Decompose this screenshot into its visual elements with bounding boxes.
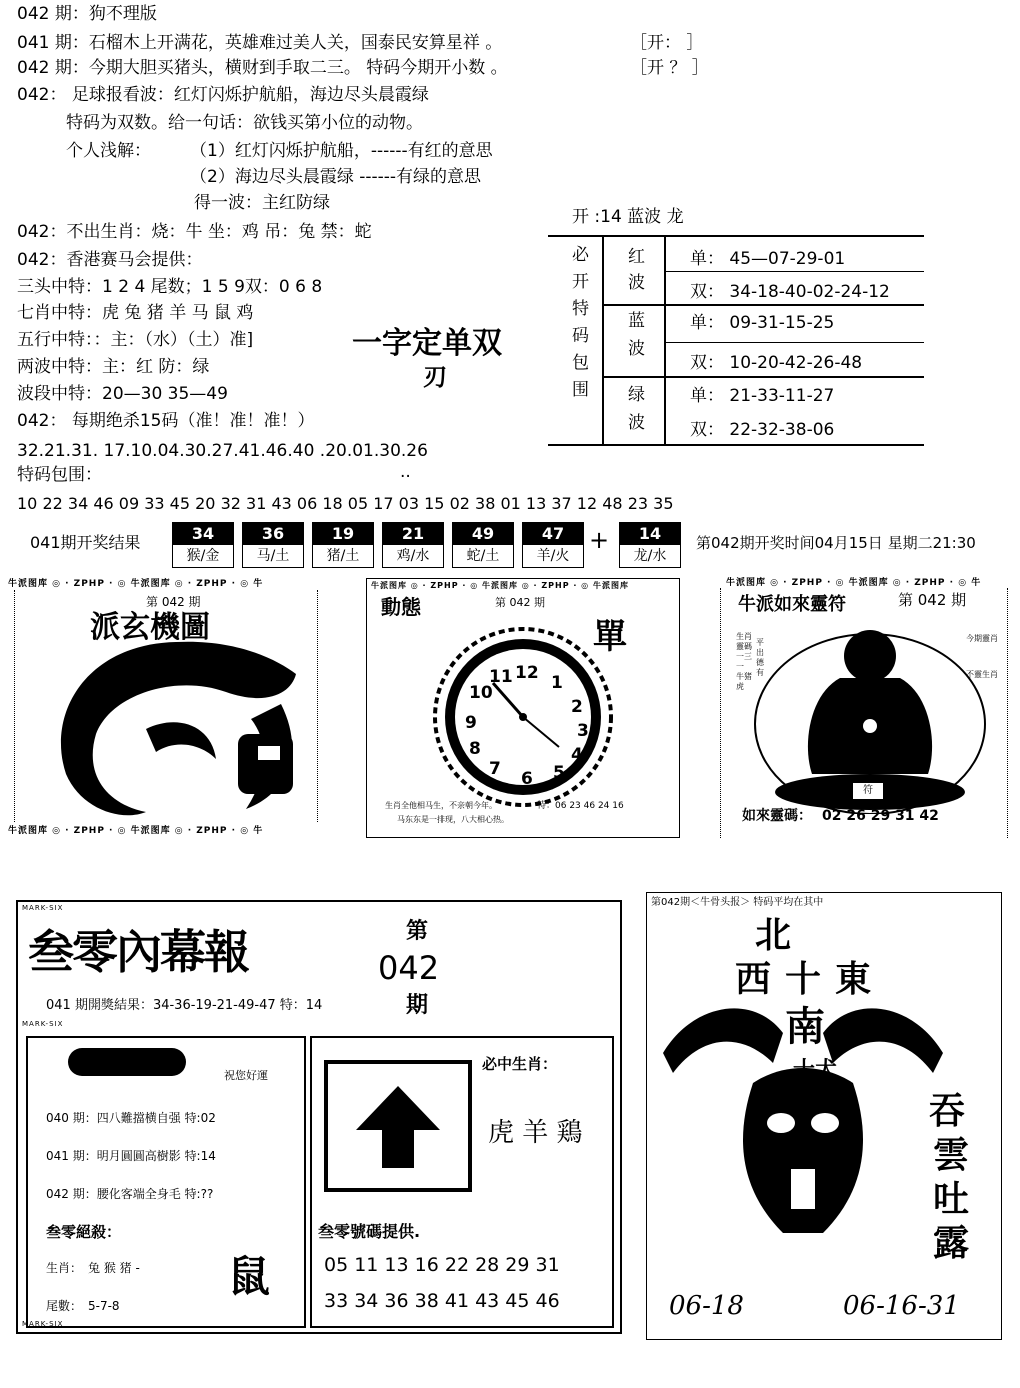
clock-number: 1 xyxy=(551,673,563,693)
wave-blue-2: 波 xyxy=(628,339,645,359)
panel4-prediction-box xyxy=(310,1036,614,1328)
numbers-row-1: 05 11 13 16 22 28 29 31 xyxy=(324,1254,560,1276)
clock-number: 2 xyxy=(571,697,583,717)
ten-flag: 十犬 xyxy=(793,1057,838,1083)
numbers-row-2: 33 34 36 38 41 43 45 46 xyxy=(324,1290,560,1312)
panel1-side-border xyxy=(317,590,326,822)
panel2-title-right: 單 xyxy=(593,617,627,657)
ball-zodiac: 龙/水 xyxy=(633,548,667,564)
panel3-right-note: 今期靈肖 xyxy=(966,634,998,643)
special-surround-numbers: 10 22 34 46 09 33 45 20 32 31 43 06 18 05 17 03 15 02 38 01 13 37 12 48 23 35 xyxy=(17,494,674,513)
panel4-watermark: MARK-SIX xyxy=(22,1020,64,1028)
panel1-side-border xyxy=(6,590,15,822)
panel4-issue-bottom: 期 xyxy=(406,992,429,1018)
panel3-side-border xyxy=(1007,588,1016,838)
provide-title: 叁零號碼提供. xyxy=(318,1222,421,1241)
slogan-blade: 刃 xyxy=(423,362,447,391)
panel-insider-report xyxy=(16,900,622,1334)
excluded-zodiac: 042：不出生肖：烧：牛 坐：鸡 吊：兔 禁：蛇 xyxy=(17,222,372,242)
kill-15-label: 042： 每期绝杀15码（准！准！准！） xyxy=(17,411,315,431)
panel3-code-label: 如來靈碼： xyxy=(742,808,812,824)
ball-zodiac: 猪/土 xyxy=(326,548,360,564)
prophecy-041: 041 期：石榴木上开满花，英雄难过美人关，国泰民安算星祥 。 xyxy=(17,33,503,53)
ball-number: 36 xyxy=(243,523,303,545)
interpretation-1: （1）红灯闪烁护航船，------有红的意思 xyxy=(190,141,493,161)
jockey-club-label: 042：香港赛马会提供： xyxy=(17,250,203,270)
open-result: 开 :14 蓝波 龙 xyxy=(572,207,684,227)
ball-zodiac: 蛇/土 xyxy=(466,548,500,564)
ball-zodiac: 鸡/水 xyxy=(396,548,430,564)
ball-zodiac: 马/土 xyxy=(256,548,290,564)
two-waves: 两波中特：主：红 防：绿 xyxy=(17,357,210,377)
result-ball-6 xyxy=(522,522,584,568)
panel4-title: 叁零內幕報 xyxy=(28,925,248,979)
history-040: 040 期：四八難擋横自强 特:02 xyxy=(46,1111,216,1125)
panel3-left-note-2: 平出德有 xyxy=(756,638,764,677)
panel2-caption-1: 生肖全他相马生，不亲朝今年。 xyxy=(385,801,497,810)
slogan-odd-even: 一字定单双 xyxy=(352,326,502,361)
side-label-5: 包 xyxy=(572,353,589,373)
special-surround-dots: .. xyxy=(400,462,411,482)
clock-number: 3 xyxy=(577,721,589,741)
must-zodiac: 虎 羊 鶏 xyxy=(488,1118,583,1148)
three-heads: 三头中特：1 2 4 尾数；1 5 9双：0 6 8 xyxy=(17,277,323,297)
prophecy-041-result: ［开： ］ xyxy=(630,33,704,53)
panel3-side-border xyxy=(712,588,721,838)
ball-number: 47 xyxy=(523,523,583,545)
riddle-hint: 特码为双数。给一句话：欲钱买第小位的动物。 xyxy=(66,113,423,133)
result-ball-4 xyxy=(382,522,444,568)
seven-zodiac: 七肖中特：虎 兔 猪 羊 马 鼠 鸡 xyxy=(17,303,254,323)
wave-range: 波段中特：20—30 35—49 xyxy=(17,384,228,404)
clock-number: 11 xyxy=(489,667,513,687)
must-zodiac-title: 必中生肖： xyxy=(482,1055,558,1073)
side-char-4: 露 xyxy=(933,1222,970,1264)
issue-title: 042 期：狗不理版 xyxy=(17,4,157,24)
ball-zodiac: 羊/火 xyxy=(536,548,570,564)
special-surround-label: 特码包围： xyxy=(17,465,102,485)
compass-south: 南 xyxy=(785,1003,825,1050)
clock-number: 6 xyxy=(521,769,533,789)
wave-blue-1: 蓝 xyxy=(628,311,645,331)
interpretation-label: 个人浅解： xyxy=(66,141,151,161)
ball-number: 14 xyxy=(620,523,680,545)
kill-tail-label: 尾數： xyxy=(46,1299,83,1313)
kill-zodiac-label: 生肖： xyxy=(46,1261,83,1275)
history-042: 042 期：腰化客端全身毛 特:?? xyxy=(46,1187,214,1201)
ball-number: 21 xyxy=(383,523,443,545)
panel1-ticker-top: 牛派图库 ◎ · ZPHP · ◎ 牛派图库 ◎ · ZPHP · ◎ 牛 xyxy=(8,579,264,589)
panel4-last-result: 041 期開獎結果：34-36-19-21-49-47 特：14 xyxy=(46,998,323,1013)
clock-number: 9 xyxy=(465,713,477,733)
side-char-1: 吞 xyxy=(929,1090,966,1132)
clock-number: 12 xyxy=(515,663,539,683)
panel4-history-box xyxy=(26,1036,306,1328)
panel5-header: 第042期＜牛骨头报＞ 特码平均在其中 xyxy=(651,897,824,908)
panel3-ticker: 牛派图库 ◎ · ZPHP · ◎ 牛派图库 ◎ · ZPHP · ◎ 牛 xyxy=(726,578,982,588)
side-char-2: 雲 xyxy=(933,1134,970,1176)
kill-zodiac: 兔 猴 猪 - xyxy=(88,1261,140,1275)
big-rat-char: 鼠 xyxy=(228,1252,271,1301)
results-label: 041期开奖结果 xyxy=(30,533,141,552)
green-even: 双： 22-32-38-06 xyxy=(690,420,835,440)
kill-tail: 5-7-8 xyxy=(88,1299,120,1313)
arrow-box xyxy=(324,1060,472,1192)
five-elements: 五行中特：：主：（水）（土）准] xyxy=(17,330,254,350)
clock-number: 7 xyxy=(489,759,501,779)
panel4-issue-top: 第 xyxy=(406,918,429,944)
blue-odd: 单： 09-31-15-25 xyxy=(690,313,835,333)
wave-red-2: 波 xyxy=(628,273,645,293)
green-odd: 单： 21-33-11-27 xyxy=(690,386,835,406)
result-special-ball xyxy=(619,522,681,568)
compass-north: 北 xyxy=(755,914,792,956)
panel-buddha-image xyxy=(712,574,1018,838)
panel2-ticker: 牛派图库 ◎ · ZPHP · ◎ 牛派图库 ◎ · ZPHP · ◎ 牛派图库 xyxy=(371,581,629,590)
panel-mystery-image xyxy=(6,574,332,836)
swirl-illustration xyxy=(26,634,316,824)
red-even: 双： 34-18-40-02-24-12 xyxy=(690,282,890,302)
panel4-blob: 內幕消息 xyxy=(68,1048,186,1076)
panel1-title: 派玄機圖 xyxy=(90,610,210,645)
panel4-watermark: MARK-SIX xyxy=(22,1320,64,1328)
side-label-4: 码 xyxy=(572,326,589,346)
result-ball-2 xyxy=(242,522,304,568)
interpretation-2: （2）海边尽头晨霞绿 ------有绿的意思 xyxy=(190,167,482,187)
panel3-right-note-2: 不靈生肖 xyxy=(966,670,998,679)
side-char-3: 吐 xyxy=(933,1178,970,1220)
handwritten-numbers-2: 06-16-31 xyxy=(843,1291,960,1321)
history-041: 041 期：明月圓圓高樹影 特:14 xyxy=(46,1149,216,1163)
kill-15-numbers: 32.21.31. 17.10.04.30.27.41.46.40 .20.01.30.26 xyxy=(17,441,428,461)
clock-number: 5 xyxy=(553,763,565,783)
prophecy-042-result: ［开 ？ ］ xyxy=(630,58,709,78)
panel-clock-image xyxy=(366,578,680,838)
ball-number: 34 xyxy=(173,523,233,545)
compass-ten: 十 xyxy=(785,958,822,1000)
result-ball-5 xyxy=(452,522,514,568)
panel2-title-left: 動態 xyxy=(381,595,421,619)
clock-number: 10 xyxy=(469,683,493,703)
compass-west: 西 xyxy=(735,958,772,1000)
wave-table xyxy=(548,200,924,446)
side-label-3: 特 xyxy=(572,299,589,319)
handwritten-numbers-1: 06-18 xyxy=(669,1291,744,1321)
panel1-issue: 第 042 期 xyxy=(146,595,201,609)
panel2-issue: 第 042 期 xyxy=(495,596,545,609)
result-ball-3 xyxy=(312,522,374,568)
prophecy-042: 042 期：今期大胆买猪头，横财到手取二三。 特码今期开小数 。 xyxy=(17,58,508,78)
side-label-1: 必 xyxy=(572,245,589,265)
panel2-caption-2: 马东东是一排现，八大相心热。 xyxy=(397,815,509,824)
next-draw-time: 第042期开奖时间04月15日 星期二21:30 xyxy=(696,534,976,552)
ball-number: 49 xyxy=(453,523,513,545)
panel1-ticker-bottom: 牛派图库 ◎ · ZPHP · ◎ 牛派图库 ◎ · ZPHP · ◎ 牛 xyxy=(8,826,264,836)
football-riddle: 042： 足球报看波：红灯闪烁护航船，海边尽头晨霞绿 xyxy=(17,85,429,105)
plus-sign: + xyxy=(589,526,610,554)
clock-face-numbers xyxy=(413,617,633,807)
panel3-issue: 第 042 期 xyxy=(898,591,967,609)
wave-green-1: 绿 xyxy=(628,385,645,405)
panel4-watermark: MARK-SIX xyxy=(22,904,64,912)
panel-ox-skull xyxy=(646,892,1002,1340)
kill-title: 叁零絕殺： xyxy=(46,1223,122,1241)
panel2-numbers: 特：06 23 46 24 16 xyxy=(537,801,624,811)
wave-green-2: 波 xyxy=(628,413,645,433)
ball-zodiac: 猴/金 xyxy=(186,548,220,564)
side-label-2: 开 xyxy=(572,272,589,292)
up-arrow-icon xyxy=(328,1064,468,1188)
panel3-left-note: 生肖靈碼 一三一 牛猪虎 xyxy=(736,632,752,691)
wave-conclusion: 得一波：主红防绿 xyxy=(194,193,330,213)
result-ball-1 xyxy=(172,522,234,568)
panel3-seal: 符 xyxy=(852,782,884,800)
ball-number: 19 xyxy=(313,523,373,545)
panel3-title: 牛派如來靈符 xyxy=(738,594,846,615)
panel4-subtitle: 祝您好運 xyxy=(224,1069,268,1082)
wave-red-1: 红 xyxy=(628,247,645,267)
panel4-issue-number: 042 xyxy=(378,949,440,987)
clock-number: 4 xyxy=(571,745,583,765)
compass-east: 東 xyxy=(835,958,872,1000)
clock-number: 8 xyxy=(469,739,481,759)
panel3-code-numbers: 02 26 29 31 42 xyxy=(822,808,939,824)
side-label-6: 围 xyxy=(572,380,589,400)
blue-even: 双： 10-20-42-26-48 xyxy=(690,353,863,373)
red-odd: 单： 45—07-29-01 xyxy=(690,249,846,269)
